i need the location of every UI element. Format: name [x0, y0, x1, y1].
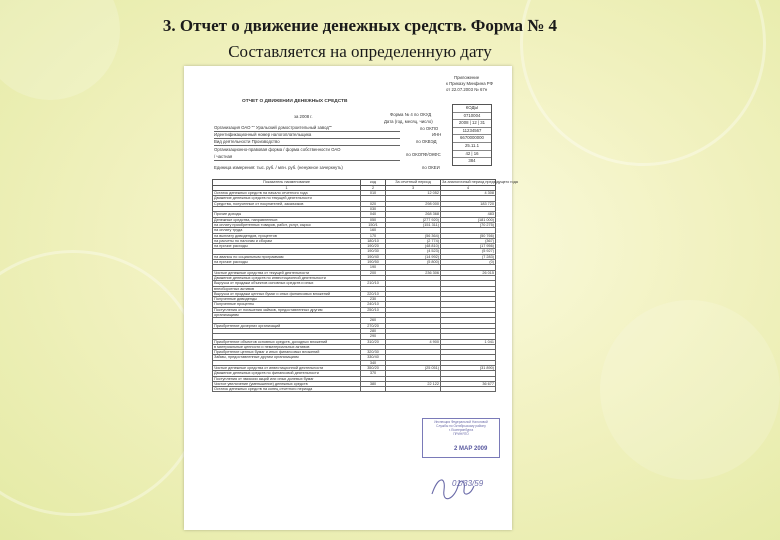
- row-name: Приобретение ценных бумаг и иных финансовых вложений: [213, 350, 361, 355]
- code-label-okei: по ОКЕИ: [422, 165, 440, 170]
- row-code: 270/20: [361, 323, 386, 328]
- row-name: Денежные средства, направленные:: [213, 217, 361, 222]
- row-current: (4 523): [386, 249, 441, 254]
- row-name: на выплату дивидендов, процентов: [213, 233, 361, 238]
- row-code: 260: [361, 318, 386, 323]
- row-current: (48 810): [386, 244, 441, 249]
- row-name: Займы, предоставленные другим организациям: [213, 355, 361, 360]
- appendix-line-3: от 22.07.2003 № 67н: [446, 87, 488, 92]
- row-current: 12 052: [386, 191, 441, 196]
- row-name: Чистые денежные средства от инвестиционной деятельности: [213, 365, 361, 370]
- row-name: Чистые денежные средства от текущей деятельности: [213, 270, 361, 275]
- col-header-code: код: [361, 180, 386, 186]
- row-code: 190/20: [361, 244, 386, 249]
- code-label-okved: по ОКВЭД: [416, 139, 437, 144]
- stamp-line-2: Службы по Октябрьскому району: [436, 424, 486, 428]
- row-previous: (5 927): [441, 249, 496, 254]
- row-name: Остаток денежных средств на начало отчетного года: [213, 191, 361, 196]
- table-row: [213, 387, 496, 392]
- codes-box: [452, 104, 492, 166]
- col-number-2: 2: [361, 185, 386, 191]
- code-okopf: 42 | 16: [453, 151, 491, 159]
- row-name: Остаток денежных средств на конец отчетного периода: [213, 387, 361, 392]
- col-header-name: Показатель наименование: [213, 180, 361, 186]
- slide-subtitle: Составляется на определенную дату: [228, 42, 492, 61]
- appendix-line-1: Приложение: [454, 75, 480, 80]
- row-code: 050: [361, 217, 386, 222]
- row-previous: (0): [441, 260, 496, 265]
- row-code: 330/40: [361, 355, 386, 360]
- row-name: организациям: [213, 313, 361, 318]
- row-current: (14 992): [386, 254, 441, 259]
- row-name: Полученные проценты: [213, 302, 361, 307]
- row-current: 4 900: [386, 339, 441, 344]
- row-name: Чистое увеличение (уменьшение) денежных средств: [213, 381, 361, 386]
- row-current: 236 306: [386, 270, 441, 275]
- row-code: 020: [361, 201, 386, 206]
- org-line-4: Организационно-правовая форма / форма собственности ОАО: [214, 147, 341, 152]
- org-line-3: Вид деятельности Производство: [214, 139, 280, 144]
- row-name: Движение денежных средств по инвестиционной деятельности: [213, 275, 361, 280]
- form-period: за 2008 г.: [294, 114, 313, 119]
- row-code: 030: [361, 207, 386, 212]
- row-previous: (70 275): [441, 222, 496, 227]
- row-name: Приобретение дочерних организаций: [213, 323, 361, 328]
- row-name: на оплату приобретенных товаров, работ, услуг, сырья: [213, 222, 361, 227]
- cash-flow-table: [212, 179, 518, 392]
- row-name: на авансы по социальным программам: [213, 254, 361, 259]
- col-number-3: 3: [386, 185, 441, 191]
- code-label-date: Дата (год, месяц, число): [384, 119, 433, 124]
- code-date: 2008 | 12 | 31: [453, 120, 491, 128]
- row-code: 210/10: [361, 281, 386, 286]
- col-header-current: За отчетный период: [386, 180, 441, 186]
- row-current: [386, 387, 441, 392]
- code-label-inn: ИНН: [432, 132, 442, 137]
- form-heading: ОТЧЕТ О ДВИЖЕНИИ ДЕНЕЖНЫХ СРЕДСТВ: [242, 99, 348, 104]
- row-previous: 1 041: [441, 339, 496, 344]
- row-previous: (50 766): [441, 233, 496, 238]
- org-line-2: Идентификационный номер налогоплательщика: [214, 132, 312, 137]
- stamp-line-4: ПРИНЯТО: [453, 432, 469, 436]
- row-previous: 36 677: [441, 381, 496, 386]
- row-name: на прочие расходы: [213, 260, 361, 265]
- row-code: 370: [361, 371, 386, 376]
- stamp-line-1: Инспекция Федеральной Налоговой: [434, 420, 488, 424]
- row-code: 230: [361, 297, 386, 302]
- row-name: внеоборотных активов: [213, 286, 361, 291]
- row-code: 200: [361, 270, 386, 275]
- row-code: 310/20: [361, 339, 386, 344]
- row-code: 350/20: [361, 365, 386, 370]
- row-code: 010: [361, 191, 386, 196]
- row-code: 190/30: [361, 249, 386, 254]
- row-previous: 483: [441, 212, 496, 217]
- stamp-number: 01/33/59: [452, 479, 484, 488]
- row-name: в материальные ценности и нематериальных активов: [213, 344, 361, 349]
- row-previous: (17 956): [441, 244, 496, 249]
- row-current: 22 122: [386, 381, 441, 386]
- row-previous: (367): [441, 238, 496, 243]
- code-okud: 0710004: [453, 113, 491, 121]
- row-code: 380: [361, 381, 386, 386]
- row-name: на расчеты по налогам и сборам: [213, 238, 361, 243]
- org-line-1: Организация ОАО "" Уральский домостроительный завод"": [214, 125, 332, 130]
- row-code: 250/10: [361, 307, 386, 312]
- row-current: (5 800): [386, 260, 441, 265]
- code-okei: 384: [468, 158, 476, 164]
- row-previous: (31 890): [441, 365, 496, 370]
- row-code: 190/50: [361, 260, 386, 265]
- stamp-date: 2 МАР 2009: [454, 446, 488, 452]
- row-code: [361, 387, 386, 392]
- row-current: (25 051): [386, 365, 441, 370]
- row-name: Выручка от продажи ценных бумаг и иных финансовых вложений: [213, 291, 361, 296]
- code-okved: 25.11.1: [453, 143, 491, 151]
- row-current: 298 000: [386, 201, 441, 206]
- row-current: (151 311): [386, 222, 441, 227]
- row-previous: [441, 387, 496, 392]
- code-label-okopf: по ОКОПФ/ОКФС: [406, 152, 441, 157]
- row-name: Средства, полученные от покупателей, заказчиков: [213, 201, 361, 206]
- row-code: 320/30: [361, 350, 386, 355]
- row-code: 290: [361, 334, 386, 339]
- row-code: 190/40: [361, 254, 386, 259]
- row-name: Поступления от погашения займов, предоставленных другим: [213, 307, 361, 312]
- row-name: Движение денежных средств по текущей деятельности: [213, 196, 361, 201]
- code-label-okud: Форма № 4 по ОКУД: [390, 112, 432, 117]
- row-code: 040: [361, 212, 386, 217]
- slide-title: 3. Отчет о движение денежных средств. Форма № 4: [162, 16, 558, 35]
- row-name: Поступления от эмиссии акций или иных долевых бумаг: [213, 376, 361, 381]
- row-previous: 26 015: [441, 270, 496, 275]
- row-name: Приобретение объектов основных средств, доходных вложений: [213, 339, 361, 344]
- col-header-previous: За аналогичный период предыдущего года: [442, 180, 518, 184]
- row-previous: (181 000): [441, 217, 496, 222]
- row-code: 160: [361, 228, 386, 233]
- stamp-line-3: г. Екатеринбурга: [448, 428, 474, 432]
- code-inn: 6670000000: [453, 135, 491, 143]
- codes-header: КОДЫ: [453, 105, 491, 113]
- row-code: 190: [361, 265, 386, 270]
- form-4-scan: [184, 66, 518, 530]
- row-code: 150/1: [361, 222, 386, 227]
- row-current: (2 774): [386, 238, 441, 243]
- org-line-5: / частная: [214, 154, 233, 159]
- row-current: (56 364): [386, 233, 441, 238]
- row-name: Прочие доходы: [213, 212, 361, 217]
- row-code: 170: [361, 233, 386, 238]
- col-number-4: 4: [441, 185, 496, 191]
- col-number-1: 1: [213, 185, 361, 191]
- code-okpo: 11234567: [453, 128, 491, 136]
- code-label-okpo: по ОКПО: [420, 126, 439, 131]
- row-name: на прочие расходы: [213, 244, 361, 249]
- row-code: 240/10: [361, 302, 386, 307]
- appendix-line-2: к Приказу Минфина РФ: [446, 81, 493, 86]
- row-code: 280: [361, 328, 386, 333]
- row-name: на оплату труда: [213, 228, 361, 233]
- row-name: Движение денежных средств по финансовой деятельности: [213, 371, 361, 376]
- row-current: 268 368: [386, 212, 441, 217]
- row-code: 220/10: [361, 291, 386, 296]
- row-code: 340: [361, 360, 386, 365]
- row-previous: (7 283): [441, 254, 496, 259]
- row-current: (277 920): [386, 217, 441, 222]
- row-previous: 183 720: [441, 201, 496, 206]
- row-previous: 4 308: [441, 191, 496, 196]
- row-code: 180/10: [361, 238, 386, 243]
- row-name: Полученные дивиденды: [213, 297, 361, 302]
- org-line-6: Единица измерения: тыс. руб. / млн. руб. (ненужное зачеркнуть): [214, 165, 343, 170]
- tax-office-stamp: [422, 418, 500, 458]
- row-name: Выручка от продажи объектов основных средств и иных: [213, 281, 361, 286]
